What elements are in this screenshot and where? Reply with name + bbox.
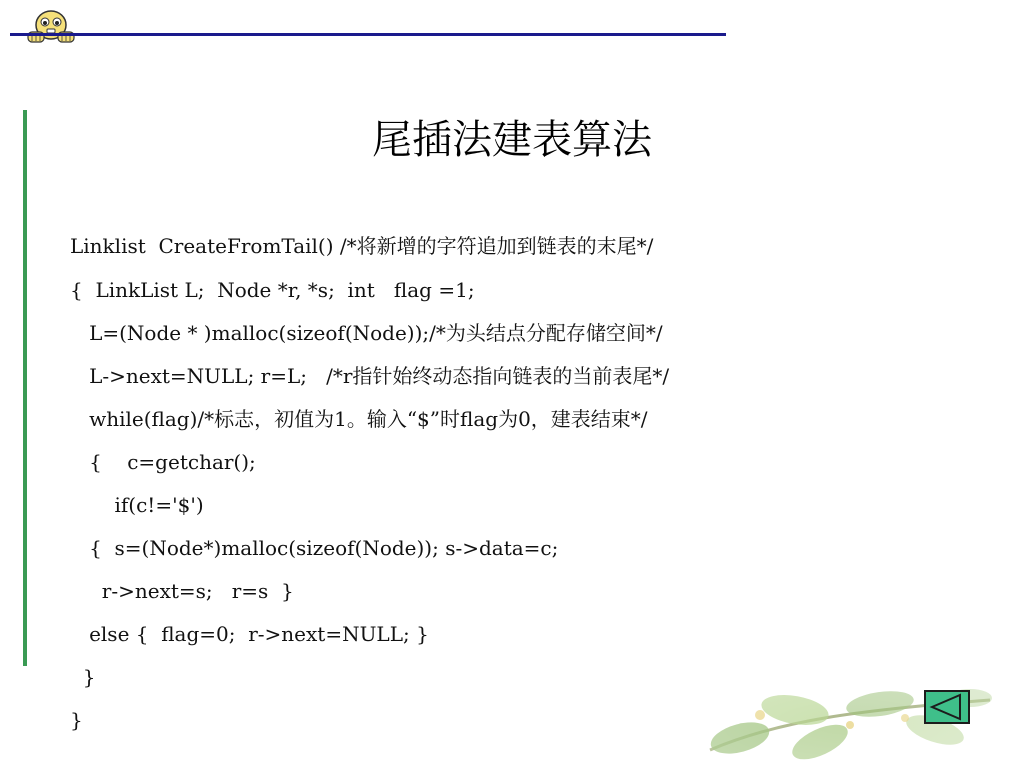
play-left-icon (926, 692, 968, 722)
code-line: else { flag=0; r->next=NULL; } (70, 622, 429, 646)
code-line: L->next=NULL; r=L; /*r指针始终动态指向链表的当前表尾*/ (70, 364, 670, 388)
side-accent-bar (23, 110, 27, 666)
slide-title: 尾插法建表算法 (372, 117, 652, 163)
code-line: { c=getchar(); (70, 450, 256, 474)
code-line: } (70, 665, 96, 689)
previous-slide-button[interactable] (924, 690, 970, 724)
code-line: r->next=s; r=s } (70, 579, 294, 603)
code-line: L=(Node * )malloc(sizeof(Node));/*为头结点分配存储空间*/ (70, 321, 663, 345)
code-line: { s=(Node*)malloc(sizeof(Node)); s->data=c; (70, 536, 559, 560)
code-line: } (70, 708, 83, 732)
peeking-face-icon (22, 8, 80, 46)
code-line: { LinkList L; Node *r, *s; int flag =1; (70, 278, 475, 302)
code-line: while(flag)/*标志，初值为1。输入“$”时flag为0，建表结束*/ (70, 407, 648, 431)
code-line: Linklist CreateFromTail() /*将新增的字符追加到链表的末尾*/ (70, 234, 654, 258)
header-rule (10, 33, 726, 36)
code-line: if(c!='$') (70, 493, 204, 517)
